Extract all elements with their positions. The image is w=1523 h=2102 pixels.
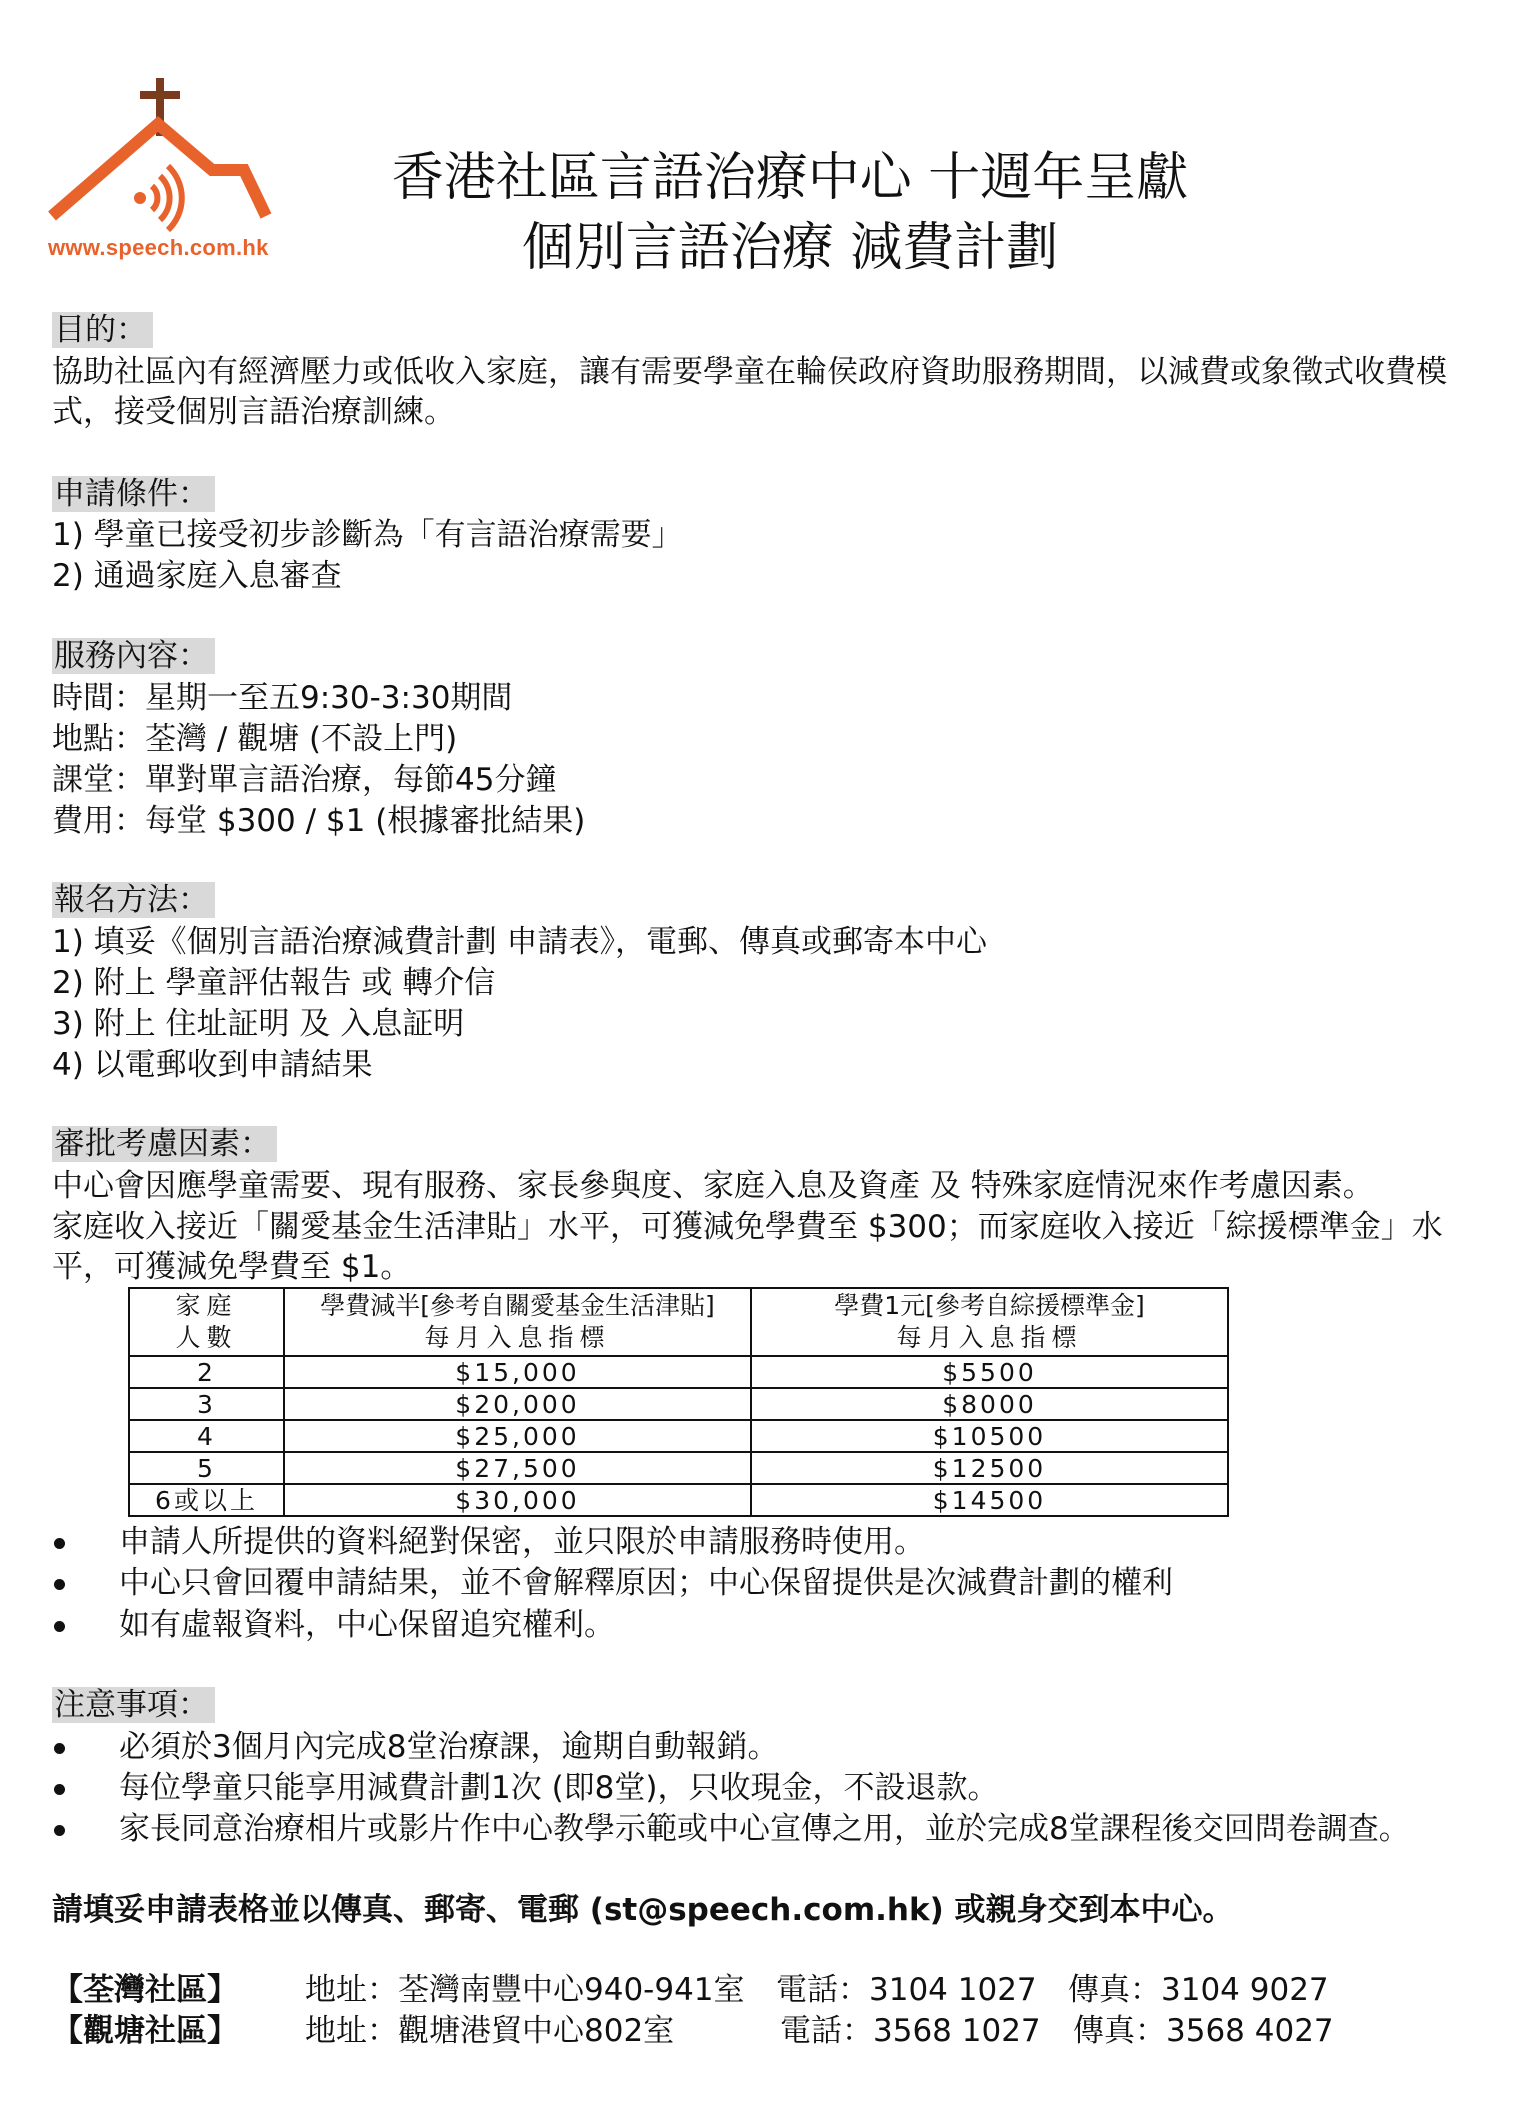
centre-name-tsuen-wan: 【荃灣社區】	[52, 1972, 238, 2008]
page-title-line2: 個別言語治療 減費計劃	[521, 218, 1059, 278]
table-header-half-fee	[284, 1288, 751, 1356]
bullet-dot-icon	[54, 1825, 65, 1836]
bullet-text: 如有虛報資料，中心保留追究權利。	[119, 1607, 615, 1643]
service-time: 時間：星期一至五9:30-3:30期間	[52, 680, 513, 716]
service-place: 地點：荃灣 / 觀塘 (不設上門)	[52, 721, 458, 757]
cell-half-fee-income: $20,000	[284, 1388, 751, 1420]
service-heading-label: 服務內容：	[52, 638, 215, 674]
table-row	[129, 1356, 1228, 1388]
header-text: 家庭	[175, 1291, 238, 1320]
bullet-text: 每位學童只能享用減費計劃1次 (即8堂)，只收現金，不設退款。	[119, 1770, 999, 1806]
bullet-dot-icon	[54, 1579, 65, 1590]
centre-name-kwun-tong: 【觀塘社區】	[52, 2013, 238, 2049]
header-text: 人數	[175, 1323, 238, 1352]
header-text: 學費減半[參考自關愛基金生活津貼]	[320, 1291, 715, 1320]
table-header-row	[129, 1288, 1228, 1356]
review-heading	[52, 1124, 277, 1164]
page-title-line1: 香港社區言語治療中心 十週年呈獻	[391, 148, 1189, 208]
table-row	[129, 1420, 1228, 1452]
header-text: 每月入息指標	[424, 1323, 611, 1352]
cell-one-dollar-income: $14500	[751, 1484, 1228, 1516]
centre-address-kwun-tong: 地址：觀塘港貿中心802室	[305, 2013, 675, 2049]
cell-half-fee-income: $25,000	[284, 1420, 751, 1452]
submit-instruction: 請填妥申請表格並以傳真、郵寄、電郵 (st@speech.com.hk) 或親身交到本中心。	[52, 1892, 1234, 1928]
eligibility-item: 1) 學童已接受初步診斷為「有言語治療需要」	[52, 517, 683, 553]
cell-half-fee-income: $30,000	[284, 1484, 751, 1516]
centre-fax-tsuen-wan: 傳真：3104 9027	[1068, 1972, 1329, 2008]
eligibility-heading-label: 申請條件：	[52, 476, 215, 512]
centre-phone-kwun-tong: 電話：3568 1027	[780, 2013, 1041, 2049]
bullet-text: 申請人所提供的資料絕對保密，並只限於申請服務時使用。	[119, 1524, 925, 1560]
bullet-dot-icon	[54, 1743, 65, 1754]
bullet-text: 中心只會回覆申請結果，並不會解釋原因；中心保留提供是次減費計劃的權利	[119, 1565, 1173, 1601]
apply-item: 3) 附上 住址証明 及 入息証明	[52, 1006, 465, 1042]
notes-heading	[52, 1685, 215, 1725]
apply-item: 4) 以電郵收到申請結果	[52, 1047, 373, 1083]
bullet-text: 家長同意治療相片或影片作中心教學示範或中心宣傳之用，並於完成8堂課程後交回問卷調查。	[119, 1811, 1410, 1847]
apply-item: 2) 附上 學童評估報告 或 轉介信	[52, 965, 496, 1001]
bullet-dot-icon	[54, 1538, 65, 1549]
service-class: 課堂：單對單言語治療，每節45分鐘	[52, 762, 557, 798]
cell-one-dollar-income: $10500	[751, 1420, 1228, 1452]
apply-item: 1) 填妥《個別言語治療減費計劃 申請表》，電郵、傳真或郵寄本中心	[52, 924, 988, 960]
cell-one-dollar-income: $12500	[751, 1452, 1228, 1484]
purpose-heading-label: 目的：	[52, 312, 153, 348]
purpose-heading	[52, 310, 153, 350]
header-text: 每月入息指標	[896, 1323, 1083, 1352]
cell-family-size: 2	[129, 1356, 284, 1388]
bullet-dot-icon	[54, 1621, 65, 1632]
cell-one-dollar-income: $8000	[751, 1388, 1228, 1420]
service-fee: 費用：每堂 $300 / $1 (根據審批結果)	[52, 803, 586, 839]
eligibility-item: 2) 通過家庭入息審查	[52, 558, 342, 594]
bullet-dot-icon	[54, 1784, 65, 1795]
table-header-one-dollar	[751, 1288, 1228, 1356]
review-line1: 中心會因應學童需要、現有服務、家長參與度、家庭入息及資產 及 特殊家庭情況來作考慮因素。	[52, 1168, 1374, 1204]
table-row	[129, 1388, 1228, 1420]
notes-heading-label: 注意事項：	[52, 1687, 215, 1723]
header-text: 學費1元[參考自綜援標準金]	[834, 1291, 1145, 1320]
table-header-family-size	[129, 1288, 284, 1356]
purpose-text: 協助社區內有經濟壓力或低收入家庭，讓有需要學童在輪侯政府資助服務期間，以減費或象徵式收費模式，接受個別言語治療訓練。	[52, 354, 1447, 430]
cell-family-size: 3	[129, 1388, 284, 1420]
review-line2: 家庭收入接近「關愛基金生活津貼」水平，可獲減免學費至 $300；而家庭收入接近「綜援標準金」水平，可獲減免學費至 $1。	[52, 1209, 1443, 1285]
cell-family-size: 6或以上	[129, 1484, 284, 1516]
cell-one-dollar-income: $5500	[751, 1356, 1228, 1388]
table-row	[129, 1484, 1228, 1516]
cell-half-fee-income: $27,500	[284, 1452, 751, 1484]
cell-family-size: 4	[129, 1420, 284, 1452]
bullet-text: 必須於3個月內完成8堂治療課，逾期自動報銷。	[119, 1729, 779, 1765]
service-heading	[52, 636, 215, 676]
centre-address-tsuen-wan: 地址：荃灣南豐中心940-941室	[305, 1972, 745, 2008]
centre-fax-kwun-tong: 傳真：3568 4027	[1073, 2013, 1334, 2049]
apply-heading-label: 報名方法：	[52, 882, 215, 918]
income-table	[128, 1287, 1229, 1517]
apply-heading	[52, 880, 215, 920]
logo-url: www.speech.com.hk	[48, 235, 269, 260]
eligibility-heading	[52, 474, 215, 514]
cell-half-fee-income: $15,000	[284, 1356, 751, 1388]
review-heading-label: 審批考慮因素：	[52, 1126, 277, 1162]
cell-family-size: 5	[129, 1452, 284, 1484]
centre-phone-tsuen-wan: 電話：3104 1027	[776, 1972, 1037, 2008]
table-row	[129, 1452, 1228, 1484]
